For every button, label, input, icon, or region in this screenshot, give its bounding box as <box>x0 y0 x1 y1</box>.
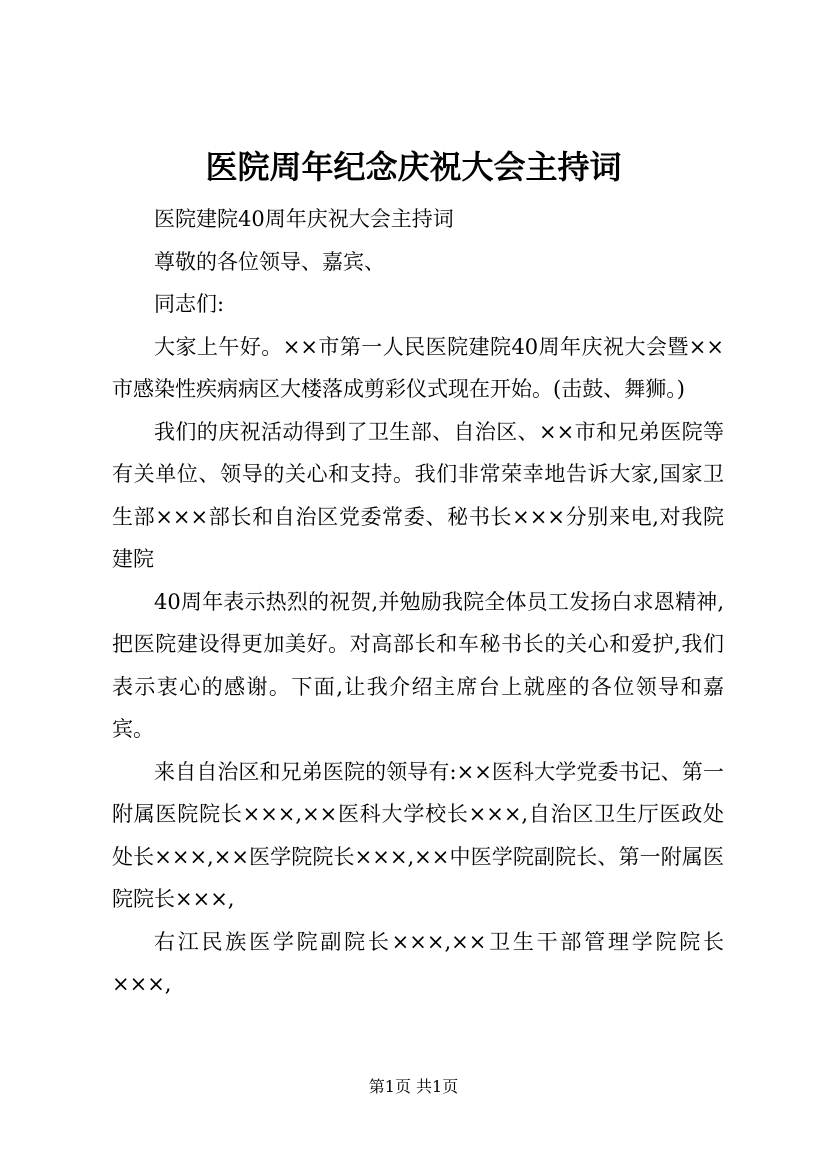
page-footer: 第1页 共1页 <box>368 1077 459 1096</box>
paragraph-salutation-continued: 同志们: <box>154 292 225 316</box>
paragraph-salutation: 尊敬的各位领导、嘉宾、 <box>154 249 385 274</box>
paragraph-guests-continued: 右江民族医学院副院长×××,××卫生干部管理学院院长×××, <box>112 929 724 996</box>
paragraph-opening: 大家上午好。××市第一人民医院建院40周年庆祝大会暨××市感染性疾病病区大楼落成剪彩仪式现在开始。(击鼓、舞狮。) <box>112 334 724 401</box>
paragraph-congratulations: 40周年表示热烈的祝贺,并勉励我院全体员工发扬白求恩精神,把医院建设得更加美好。对高部长和车秘书长的关心和爱护,我们表示衷心的感谢。下面,让我介绍主席台上就座的各位领导和嘉宾。 <box>112 589 724 741</box>
document-title: 医院周年纪念庆祝大会主持词 <box>205 148 622 186</box>
paragraph-subtitle: 医院建院40周年庆祝大会主持词 <box>154 207 454 231</box>
document-body <box>112 198 724 1006</box>
paragraph-guests: 来自自治区和兄弟医院的领导有:××医科大学党委书记、第一附属医院院长×××,××医科大学校长×××,自治区卫生厅医政处处长×××,××医学院院长×××,××中医学院副院长、第一附属医院院长×××, <box>112 759 724 911</box>
paragraph-support: 我们的庆祝活动得到了卫生部、自治区、××市和兄弟医院等有关单位、领导的关心和支持。我们非常荣幸地告诉大家,国家卫生部×××部长和自治区党委常委、秘书长×××分别来电,对我院建院 <box>112 419 724 571</box>
